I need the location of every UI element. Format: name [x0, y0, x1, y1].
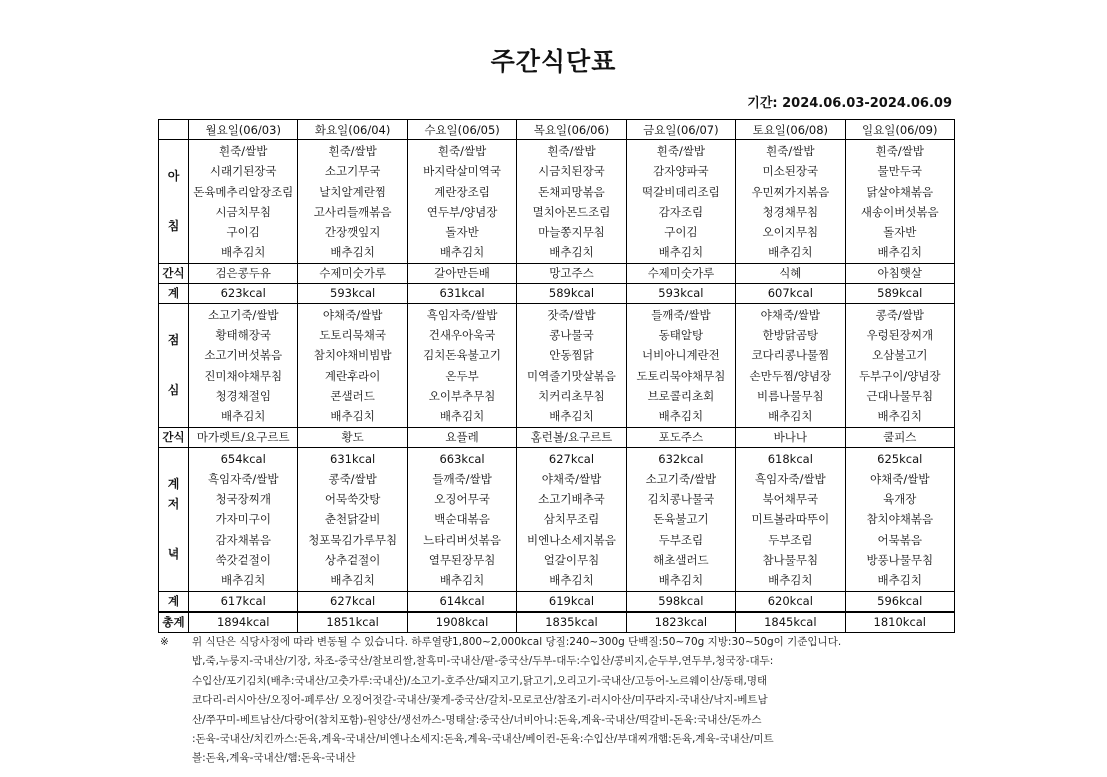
menu-item: 소고기죽/쌀밥 [645, 471, 717, 486]
day-header: 화요일(06/04) [298, 120, 407, 140]
snack-cell: 수제미숫가루 [626, 263, 735, 283]
menu-item: 돈채피망볶음 [538, 184, 605, 199]
note-line: 볼:돈육,계육-국내산/햄:돈육-국내산 [192, 752, 356, 765]
menu-cell [189, 447, 298, 591]
menu-item: 어묵쑥갓탕 [324, 492, 381, 507]
menu-item: 두부조림 [658, 532, 704, 547]
menu-item: 배추김치 [330, 409, 375, 424]
menu-cell [298, 303, 407, 427]
menu-item: 흰죽/쌀밥 [219, 144, 268, 158]
menu-item: 배추김치 [330, 573, 375, 588]
menu-item: 돌자반 [883, 225, 917, 240]
menu-item: 김치돈육불고기 [423, 348, 501, 363]
note-first-line: 위 식단은 식당사정에 따라 변동될 수 있습니다. 하루열량1,800~2,000kcal 당질:240~300g 단백질:50~70g 지방:30~50g이 기준입니다. [192, 636, 842, 648]
menu-cell [407, 303, 516, 427]
menu-item: 콩죽/쌀밥 [328, 471, 377, 486]
menu-item: 청국장찌개 [215, 492, 271, 507]
menu-item: 배추김치 [658, 245, 704, 260]
note-line: 수입산/포기김치(배추:국내산/고춧가루:국내산)/소고기-호주산/돼지고기,닭고기,오리고기-국내산/고등어-노르웨이산/동태,명태 [192, 674, 768, 687]
period-label: 기간: 2024.06.03-2024.06.09 [747, 96, 952, 111]
menu-cell [736, 140, 845, 264]
kcal-value: 663kcal [439, 451, 485, 466]
menu-item: 배추김치 [549, 409, 594, 424]
menu-item: 연두부/양념장 [426, 204, 498, 219]
menu-item: 배추김치 [658, 409, 704, 424]
menu-cell [626, 140, 735, 264]
menu-item: 소고기죽/쌀밥 [207, 307, 279, 322]
menu-item: 새송이버섯볶음 [860, 204, 939, 219]
kcal-cell: 593kcal [626, 283, 735, 303]
menu-item: 감자채볶음 [215, 532, 271, 547]
page-title: 주간식단표 [490, 47, 617, 76]
menu-cell [845, 447, 954, 591]
menu-item: 떡갈비데리조림 [642, 184, 720, 199]
menu-cell [845, 140, 954, 264]
kcal-value: 631kcal [330, 451, 376, 466]
menu-item: 해초샐러드 [653, 553, 709, 568]
menu-item: 흰죽/쌀밥 [656, 144, 706, 158]
menu-cell [407, 447, 516, 591]
menu-cell [298, 447, 407, 591]
total-cell: 1851kcal [298, 612, 407, 633]
menu-item: 상추겉절이 [324, 553, 381, 568]
total-row [159, 612, 955, 633]
menu-item: 백순대볶음 [434, 512, 490, 527]
kcal-cell: 617kcal [189, 591, 298, 612]
menu-item: 황태해장국 [215, 328, 271, 343]
menu-item: 배추김치 [658, 573, 704, 588]
note-line: 코다리-러시아산/오징어-페루산/ 오징어젓갈-국내산/꽃게-중국산/갈치-모로코산/참조기-러시아산/미꾸라지-국내산/낙지-베트남 [192, 694, 768, 707]
dinner-label: 계 저 녁 [159, 447, 189, 591]
menu-item: 구이김 [226, 225, 260, 240]
menu-item: 야채죽/쌀밥 [870, 471, 930, 486]
kcal-cell: 620kcal [736, 591, 845, 612]
menu-item: 손만두찜/양념장 [749, 368, 832, 383]
menu-item: 열무된장무침 [428, 553, 496, 568]
menu-item: 배추김치 [220, 409, 266, 424]
menu-item: 춘천닭갈비 [324, 512, 381, 527]
menu-item: 가자미구이 [215, 512, 271, 527]
menu-cell [407, 140, 516, 264]
snack-cell: 쿨피스 [845, 427, 954, 447]
menu-item: 두부조림 [768, 532, 813, 547]
kcal-value: 632kcal [658, 451, 704, 466]
menu-item: 감자양파국 [653, 164, 709, 179]
menu-cell [626, 447, 735, 591]
menu-item: 삼치무조림 [543, 512, 600, 527]
menu-item: 근대나물무침 [866, 388, 934, 403]
menu-item: 감자조림 [658, 204, 704, 219]
menu-cell [736, 447, 845, 591]
lunch-row [159, 303, 955, 427]
note-line: :돈육-국내산/치킨까스:돈육,계육-국내산/비엔나소세지:돈육,계육-국내산/베이컨-돈육:수입산/부대찌개햄:돈육,계육-국내산/미트 [192, 733, 774, 746]
kcal-cell: 619kcal [517, 591, 626, 612]
snack-cell: 황도 [298, 427, 407, 447]
menu-item: 잣죽/쌀밥 [547, 307, 596, 322]
menu-item: 참치야채볶음 [866, 512, 934, 527]
snack-cell: 포도주스 [626, 427, 735, 447]
note-line: 산/쭈꾸미-베트남산/다랑어(참치포함)-원양산/생선까스-명태살:중국산/너비아니:돈육,계육-국내산/떡갈비-돈육:국내산/돈까스 [192, 713, 762, 726]
menu-item: 도토리묵채국 [319, 328, 386, 343]
kcal-cell: 598kcal [626, 591, 735, 612]
kcal-value: 625kcal [877, 451, 923, 466]
menu-item: 흰죽/쌀밥 [547, 144, 596, 158]
menu-item: 콩나물국 [549, 328, 594, 343]
menu-cell [736, 303, 845, 427]
menu-item: 야채죽/쌀밥 [322, 307, 383, 322]
menu-item: 야채죽/쌀밥 [541, 471, 602, 486]
menu-item: 우민찌가지볶음 [751, 184, 830, 199]
menu-item: 야채죽/쌀밥 [760, 307, 821, 322]
kcal-value: 618kcal [767, 451, 813, 466]
snack-cell: 망고주스 [517, 263, 626, 283]
menu-item: 쑥갓겉절이 [215, 553, 271, 568]
menu-item: 소고기배추국 [538, 492, 605, 507]
total-label: 총계 [159, 612, 189, 633]
menu-item: 배추김치 [330, 245, 375, 260]
note-mark: ※ [160, 636, 169, 648]
menu-cell [189, 140, 298, 264]
menu-item: 우렁된장찌개 [866, 328, 934, 343]
menu-item: 흰죽/쌀밥 [766, 144, 815, 158]
day-header: 수요일(06/05) [407, 120, 516, 140]
menu-item: 배추김치 [439, 245, 485, 260]
menu-item: 배추김치 [768, 573, 813, 588]
menu-item: 흰죽/쌀밥 [437, 144, 487, 158]
snack-row [159, 263, 955, 283]
menu-item: 돈육불고기 [653, 512, 709, 527]
menu-item: 오삼불고기 [871, 348, 928, 363]
day-header: 금요일(06/07) [626, 120, 735, 140]
total-cell: 1835kcal [517, 612, 626, 633]
menu-item: 미소된장국 [762, 164, 819, 179]
menu-item: 진미채야채무침 [204, 368, 283, 383]
day-header-row [159, 120, 955, 140]
lunch-label: 점 심 [159, 303, 189, 427]
kcal-row [159, 283, 955, 303]
menu-cell [189, 303, 298, 427]
menu-item: 배추김치 [768, 409, 813, 424]
snack-cell: 검은콩두유 [189, 263, 298, 283]
menu-item: 한방닭곰탕 [762, 328, 819, 343]
menu-item: 오이지무침 [762, 225, 819, 240]
menu-item: 코다리콩나물찜 [751, 348, 830, 363]
dinner-row [159, 447, 955, 591]
kcal-cell: 614kcal [407, 591, 516, 612]
menu-item: 너비아니계란전 [642, 348, 720, 363]
menu-item: 구이김 [664, 225, 698, 240]
kcal-label: 계 [159, 591, 189, 612]
menu-item: 흰죽/쌀밥 [875, 144, 924, 158]
menu-item: 소고기무국 [324, 164, 381, 179]
menu-item: 물만두국 [877, 164, 922, 179]
menu-item: 어묵볶음 [877, 532, 922, 547]
breakfast-row [159, 140, 955, 264]
menu-item: 날치알계란찜 [319, 184, 386, 199]
menu-item: 닭살야채볶음 [866, 184, 934, 199]
menu-item: 돈육메추리알장조림 [193, 184, 294, 199]
menu-item: 청포묵김가루무침 [308, 532, 398, 547]
snack-row [159, 427, 955, 447]
snack-cell: 마가렛트/요구르트 [189, 427, 298, 447]
snack-cell: 수제미숫가루 [298, 263, 407, 283]
menu-cell [517, 447, 626, 591]
menu-item: 콩죽/쌀밥 [875, 307, 924, 322]
menu-item: 김치콩나물국 [647, 492, 715, 507]
kcal-cell: 589kcal [845, 283, 954, 303]
kcal-row [159, 591, 955, 612]
notes-block [160, 633, 880, 769]
snack-label: 간식 [159, 263, 189, 283]
total-cell: 1845kcal [736, 612, 845, 633]
menu-item: 멸치아몬드조림 [532, 204, 611, 219]
menu-item: 배추김치 [877, 245, 922, 260]
snack-label: 간식 [159, 427, 189, 447]
menu-cell [517, 140, 626, 264]
corner-cell [159, 120, 189, 140]
menu-item: 건새우아욱국 [428, 328, 496, 343]
menu-item: 비름나물무침 [756, 388, 824, 403]
menu-item: 들깨죽/쌀밥 [651, 307, 711, 322]
kcal-cell: 627kcal [298, 591, 407, 612]
snack-cell: 갈아만든배 [407, 263, 516, 283]
menu-item: 흑임자죽/쌀밥 [207, 471, 279, 486]
menu-item: 동태알탕 [658, 328, 704, 343]
breakfast-label: 아 침 [159, 140, 189, 264]
kcal-cell: 623kcal [189, 283, 298, 303]
total-cell: 1908kcal [407, 612, 516, 633]
menu-item: 배추김치 [877, 409, 922, 424]
menu-item: 배추김치 [439, 409, 485, 424]
menu-item: 배추김치 [877, 573, 922, 588]
menu-item: 바지락살미역국 [423, 164, 501, 179]
kcal-cell: 607kcal [736, 283, 845, 303]
menu-item: 청경채절임 [215, 388, 271, 403]
day-header: 목요일(06/06) [517, 120, 626, 140]
menu-item: 방풍나물무침 [866, 553, 934, 568]
menu-cell [626, 303, 735, 427]
menu-item: 돌자반 [445, 225, 479, 240]
menu-item: 도토리묵야채무침 [636, 368, 726, 383]
menu-table [158, 119, 955, 633]
menu-item: 들깨죽/쌀밥 [432, 471, 492, 486]
note-line: 밥,죽,누룽지-국내산/기장, 차조-중국산/찰보리쌀,찰흑미-국내산/팥-중국산/두부-대두:수입산/콩비지,순두부,연두부,청국장-대두: [192, 655, 774, 668]
snack-cell: 식혜 [736, 263, 845, 283]
menu-item: 배추김치 [549, 573, 594, 588]
menu-item: 간장깻잎지 [324, 225, 381, 240]
menu-item: 배추김치 [768, 245, 813, 260]
menu-item: 배추김치 [549, 245, 594, 260]
menu-cell [298, 140, 407, 264]
menu-item: 시래기된장국 [209, 164, 277, 179]
snack-cell: 바나나 [736, 427, 845, 447]
menu-item: 미트볼라따뚜이 [751, 512, 830, 527]
total-cell: 1810kcal [845, 612, 954, 633]
day-header: 토요일(06/08) [736, 120, 845, 140]
menu-item: 시금치무침 [215, 204, 271, 219]
menu-item: 브로콜리초회 [647, 388, 715, 403]
snack-cell: 아침햇살 [845, 263, 954, 283]
kcal-value: 654kcal [220, 451, 266, 466]
menu-item: 마늘쫑지무침 [538, 225, 605, 240]
kcal-cell: 589kcal [517, 283, 626, 303]
menu-item: 배추김치 [220, 573, 266, 588]
total-cell: 1894kcal [189, 612, 298, 633]
menu-item: 흑임자죽/쌀밥 [755, 471, 826, 486]
menu-item: 시금치된장국 [538, 164, 605, 179]
menu-item: 흰죽/쌀밥 [328, 144, 377, 158]
menu-cell [517, 303, 626, 427]
menu-item: 육개장 [883, 492, 917, 507]
kcal-cell: 596kcal [845, 591, 954, 612]
menu-item: 안동찜닭 [549, 348, 594, 363]
menu-item: 청경채무침 [762, 204, 819, 219]
kcal-label: 계 [159, 283, 189, 303]
menu-item: 미역줄기맛살볶음 [527, 368, 616, 383]
kcal-value: 627kcal [548, 451, 595, 466]
menu-item: 참나물무침 [762, 553, 819, 568]
total-cell: 1823kcal [626, 612, 735, 633]
menu-item: 오징어무국 [434, 492, 490, 507]
menu-item: 온두부 [445, 368, 479, 383]
menu-item: 얼갈이무침 [543, 553, 600, 568]
menu-item: 콘샐러드 [330, 388, 375, 403]
menu-item: 두부구이/양념장 [858, 368, 941, 383]
menu-item: 치커리초무침 [538, 388, 605, 403]
menu-item: 참치야채비빔밥 [313, 348, 392, 363]
day-header: 일요일(06/09) [845, 120, 954, 140]
menu-item: 계란장조림 [434, 184, 490, 199]
menu-item: 오이부추무침 [428, 388, 496, 403]
snack-cell: 요플레 [407, 427, 516, 447]
kcal-cell: 631kcal [407, 283, 516, 303]
menu-item: 소고기버섯볶음 [204, 348, 283, 363]
day-header: 월요일(06/03) [189, 120, 298, 140]
menu-item: 배추김치 [220, 245, 266, 260]
menu-item: 흑임자죽/쌀밥 [426, 307, 498, 322]
menu-item: 북어채무국 [762, 492, 819, 507]
menu-item: 계란후라이 [324, 368, 381, 383]
kcal-cell: 593kcal [298, 283, 407, 303]
menu-item: 고사리들깨볶음 [313, 204, 392, 219]
menu-item: 느타리버섯볶음 [423, 532, 501, 547]
menu-cell [845, 303, 954, 427]
menu-item: 배추김치 [439, 573, 485, 588]
snack-cell: 홈런볼/요구르트 [517, 427, 626, 447]
menu-item: 비엔나소세지볶음 [527, 532, 616, 547]
